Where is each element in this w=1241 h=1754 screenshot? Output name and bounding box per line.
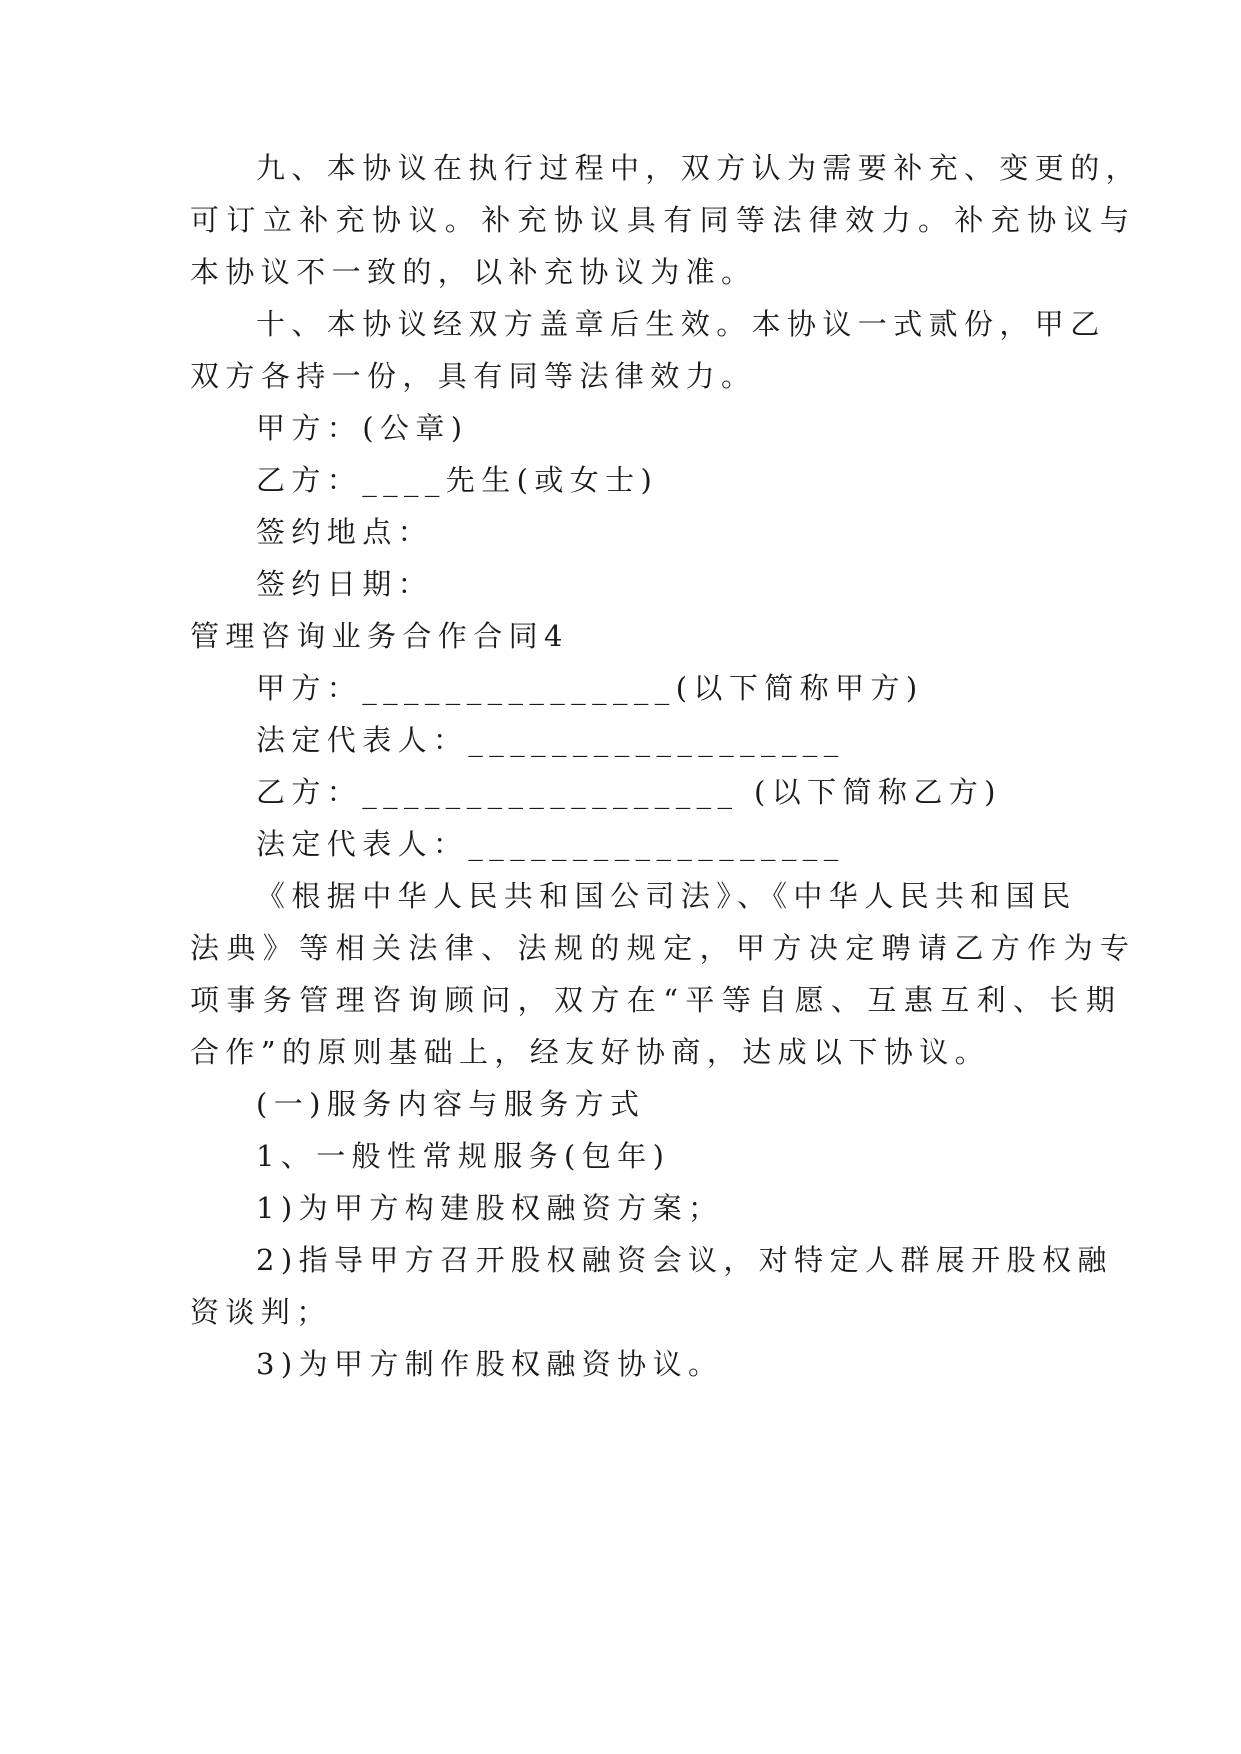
section-1-heading: (一)服务内容与服务方式: [256, 1087, 646, 1121]
signing-place-line: 签约地点：: [256, 515, 434, 549]
party-b-line: 乙方：__________________ (以下简称乙方): [256, 775, 1002, 809]
item-1-2-line-1: 2)指导甲方召开股权融资会议，对特定人群展开股权融: [256, 1243, 1113, 1277]
party-a-representative-line: 法定代表人：__________________: [256, 723, 845, 757]
clause-9-line-2: 可订立补充协议。补充协议具有同等法律效力。补充协议与: [190, 203, 1137, 237]
signing-date-line: 签约日期：: [256, 567, 434, 601]
preamble-line-2: 法典》等相关法律、法规的规定，甲方决定聘请乙方作为专: [190, 931, 1137, 965]
contract-title: 管理咨询业务合作合同4: [190, 619, 569, 653]
item-1-heading: 1、一般性常规服务(包年): [256, 1139, 671, 1173]
preamble-line-3: 项事务管理咨询顾问，双方在“平等自愿、互惠互利、长期: [190, 983, 1123, 1017]
preamble-line-4: 合作”的原则基础上，经友好协商，达成以下协议。: [190, 1035, 991, 1069]
item-1-3: 3)为甲方制作股权融资协议。: [256, 1347, 724, 1381]
clause-9-line-3: 本协议不一致的，以补充协议为准。: [190, 255, 757, 289]
party-a-seal-line: 甲方：(公章): [256, 411, 469, 445]
clause-9-line-1: 九、本协议在执行过程中，双方认为需要补充、变更的，: [256, 151, 1142, 185]
party-b-representative-line: 法定代表人：__________________: [256, 827, 845, 861]
party-b-name-line: 乙方：____先生(或女士): [256, 463, 659, 497]
preamble-line-1: 《根据中华人民共和国公司法》、《中华人民共和国民: [256, 879, 1077, 913]
item-1-1: 1)为甲方构建股权融资方案；: [256, 1191, 724, 1225]
item-1-2-line-2: 资谈判；: [190, 1295, 332, 1329]
clause-10-line-2: 双方各持一份，具有同等法律效力。: [190, 359, 757, 393]
clause-10-line-1: 十、本协议经双方盖章后生效。本协议一式贰份，甲乙: [256, 307, 1106, 341]
party-a-line: 甲方：_______________(以下简称甲方): [256, 671, 924, 705]
